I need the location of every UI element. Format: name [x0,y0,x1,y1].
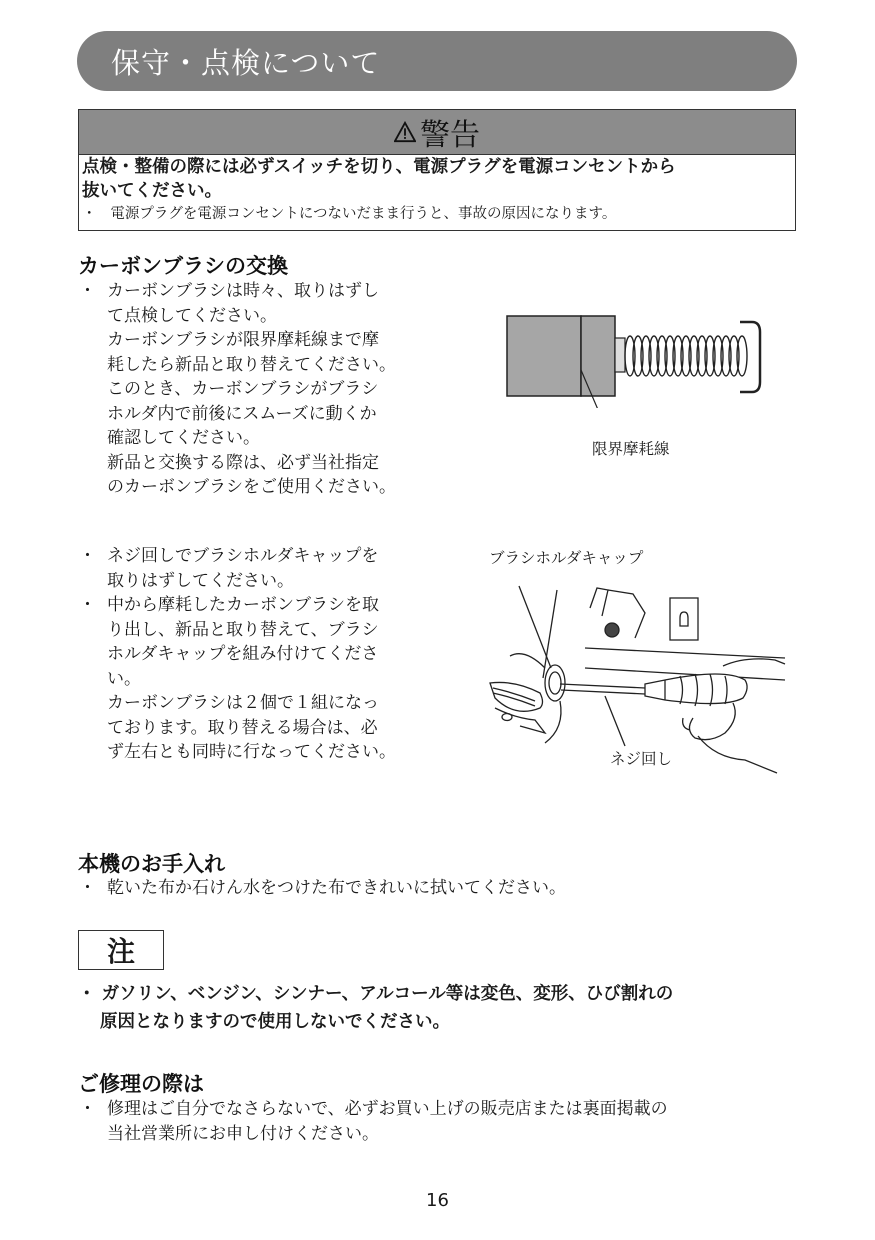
section-title-bar [77,31,797,91]
caution-text [78,980,673,1036]
repair-line-2: 当社営業所にお申し付けください。 [107,1123,379,1144]
care-text-block [79,876,566,901]
carbon-line: て点検してください。 [107,305,277,326]
warning-box [78,109,796,231]
care-heading: 本機のお手入れ [78,852,225,876]
repair-text-block [79,1097,668,1146]
care-text: 乾いた布か石けん水をつけた布できれいに拭いてください。 [107,878,566,898]
holder-line: カーボンブラシは２個で１組になっ [107,693,379,713]
carbon-line: 耗したら新品と取り替えてください。 [107,354,396,375]
holder-line: り出し、新品と取り替えて、ブラシ [107,619,379,640]
holder-line: 取りはずしてください。 [107,570,294,591]
bullet: ・ [79,1099,96,1119]
note-label: 注 [106,935,135,968]
warning-note-text: 電源プラグを電源コンセントにつないだまま行うと、事故の原因になります。 [110,206,617,222]
holder-instructions [79,544,452,765]
bullet: ・ [79,546,96,566]
bullet: ・ [79,595,96,615]
warning-heading: 警告 [420,118,480,153]
carbon-line: 新品と交換する際は、必ず当社指定 [107,452,379,473]
warning-header [79,110,795,155]
holder-item-2 [79,593,452,765]
caution-line-2: 原因となりますので使用しないでください。 [100,1012,450,1032]
carbon-line: 確認してください。 [107,428,260,448]
warning-triangle-icon [394,121,416,143]
note-label-box [78,930,164,970]
holder-line: ホルダキャップを組み付けてくださ [107,644,379,664]
warning-text-line2: 抜いてください。 [82,181,222,201]
page-number: 16 [426,1190,449,1211]
page-title: 保守・点検について [111,45,381,80]
carbon-line: このとき、カーボンブラシがブラシ [107,379,379,399]
warning-text-line1: 点検・整備の際には必ずスイッチを切り、電源プラグを電源コンセントから [82,157,676,177]
repair-line-1: 修理はご自分でなさらないで、必ずお買い上げの販売店または裏面掲載の [107,1099,668,1119]
carbon-brush-heading: カーボンブラシの交換 [78,254,288,278]
bullet: ・ [79,281,96,301]
screwdriver-label: ネジ回し [610,750,673,768]
caution-line-1: ・ ガソリン、ベンジン、シンナー、アルコール等は変色、変形、ひび割れの [78,984,674,1004]
warning-note [82,203,795,225]
carbon-line: ホルダ内で前後にスムーズに動くか [107,403,377,424]
carbon-brush-illustration [500,308,770,408]
bullet: ・ [78,984,96,1004]
holder-item-1 [79,544,452,593]
bullet: ・ [79,878,96,898]
carbon-line: のカーボンブラシをご使用ください。 [107,477,396,497]
holder-line: 中から摩耗したカーボンブラシを取 [107,595,379,615]
carbon-brush-instructions [79,279,452,500]
carbon-line: カーボンブラシは時々、取りはずし [107,281,379,301]
holder-cap-label: ブラシホルダキャップ [489,549,644,567]
holder-line: ネジ回しでブラシホルダキャップを [107,546,379,566]
holder-line: い。 [107,668,141,689]
bullet: ・ [82,206,97,222]
holder-line: ず左右とも同時に行なってください。 [107,742,396,762]
repair-heading: ご修理の際は [78,1072,204,1096]
holder-line: ております。取り替える場合は、必 [107,717,378,738]
carbon-line: カーボンブラシが限界摩耗線まで摩 [107,330,379,350]
wear-limit-label: 限界摩耗線 [592,440,670,458]
